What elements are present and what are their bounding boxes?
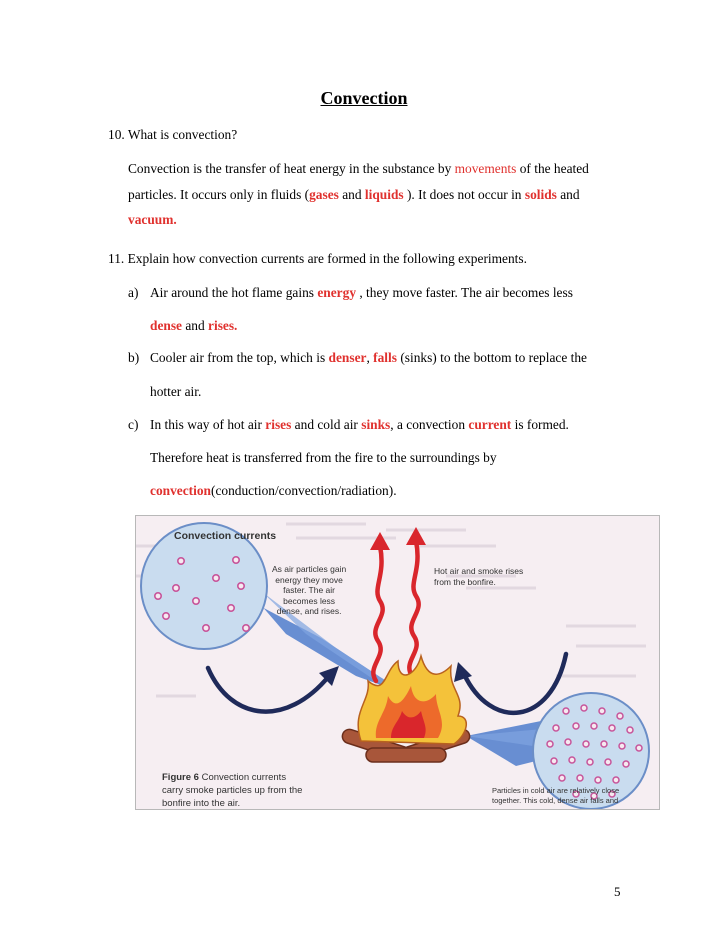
q11-c-line-1: In this way of hot air rises and cold air sinks, a convection current is formed. <box>150 417 569 432</box>
figure-label-left: As air particles gain energy they move faster. The air becomes less dense, and rises. <box>272 564 347 616</box>
question-10: 10. What is convection? <box>108 127 238 142</box>
q11-a-line-1: Air around the hot flame gains energy , they move faster. The air becomes less <box>150 285 573 300</box>
question-11: 11. Explain how convection currents are formed in the following experiments. <box>108 251 527 266</box>
q10-answer-line-1: Convection is the transfer of heat energy in the substance by movements of the heated <box>128 161 589 176</box>
page-title: Convection <box>320 88 408 108</box>
figure-heading: Convection currents <box>174 530 277 542</box>
q10-answer-line-3: vacuum. <box>128 212 177 227</box>
figure-caption: Figure 6 Convection currents carry smoke particles up from the bonfire into the air. <box>162 772 303 809</box>
q11-a-line-2: dense and rises. <box>150 318 238 333</box>
figure-illustration <box>136 516 659 809</box>
q11-c-marker: c) <box>128 417 139 432</box>
q11-b-marker: b) <box>128 350 140 365</box>
figure-cold-air-label: Particles in cold air are relatively close together. This cold, dense air falls and <box>492 786 620 805</box>
q11-c-line-2: Therefore heat is transferred from the fire to the surroundings by <box>150 450 497 465</box>
q10-answer-line-2: particles. It occurs only in fluids (gases and liquids ). It does not occur in solids and <box>128 187 580 202</box>
heat-arrows <box>373 541 418 681</box>
q11-a-marker: a) <box>128 285 139 300</box>
q11-b-line-2: hotter air. <box>150 384 202 399</box>
q11-c-line-3: convection(conduction/convection/radiation). <box>150 483 397 498</box>
q11-b-line-1: Cooler air from the top, which is denser, falls (sinks) to the bottom to replace the <box>150 350 587 365</box>
convection-figure <box>135 515 660 810</box>
figure-label-right: Hot air and smoke rises from the bonfire. <box>434 566 524 587</box>
page-number: 5 <box>614 884 621 899</box>
